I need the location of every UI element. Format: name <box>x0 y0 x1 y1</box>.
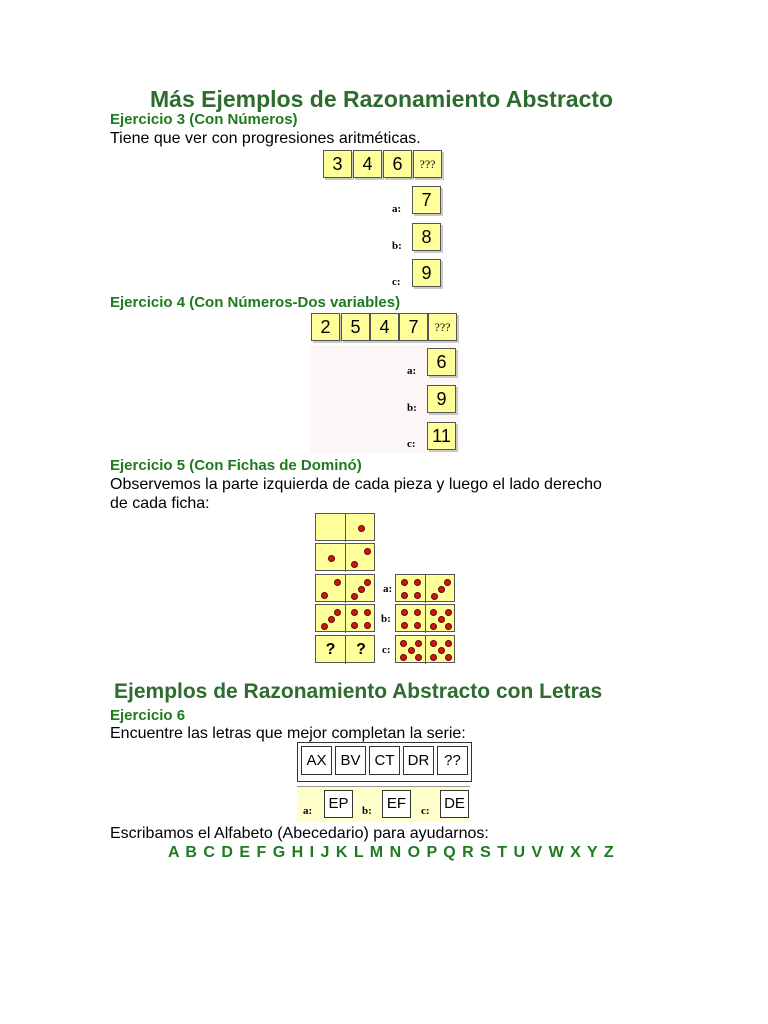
ex5-option-a-label: a: <box>383 583 393 595</box>
domino-pip <box>364 622 371 629</box>
ex3-option-c-box[interactable]: 9 <box>412 259 441 287</box>
domino-pip <box>321 623 328 630</box>
ex5-option-a-domino[interactable] <box>395 574 455 602</box>
ex4-option-b-label: b: <box>407 402 417 414</box>
domino-pip <box>438 647 445 654</box>
ex6-seq-unknown: ?? <box>437 746 468 775</box>
domino-pip <box>445 640 452 647</box>
ex5-option-c-domino[interactable] <box>395 635 455 663</box>
domino-pip <box>445 609 452 616</box>
ex3-option-b-label: b: <box>392 240 402 252</box>
ex6-option-b-box[interactable]: EF <box>382 790 411 818</box>
domino-pip <box>351 561 358 568</box>
domino-pip <box>328 555 335 562</box>
ex3-option-a-label: a: <box>392 203 402 215</box>
ex3-seq-unknown: ??? <box>413 150 442 178</box>
domino-pip <box>430 640 437 647</box>
alphabet: A B C D E F G H I J K L M N O P Q R S T U V W X Y Z <box>168 844 615 861</box>
ex4-seq-3: 4 <box>370 313 399 341</box>
domino-left-half <box>316 514 346 542</box>
ex5-option-c-label: c: <box>382 644 391 656</box>
domino-pip <box>321 592 328 599</box>
ex4-option-c-box[interactable]: 11 <box>427 422 456 450</box>
domino-right-half <box>426 575 456 603</box>
domino-left-half <box>396 575 426 603</box>
domino-pip <box>445 654 452 661</box>
ex6-seq-3: CT <box>369 746 400 775</box>
domino-right-half <box>346 544 376 572</box>
domino-right-half <box>426 605 456 633</box>
domino-pip <box>400 640 407 647</box>
domino-pip <box>438 586 445 593</box>
domino-pip <box>415 640 422 647</box>
ex6-seq-1: AX <box>301 746 332 775</box>
domino-left-half <box>316 636 346 664</box>
domino-pip <box>415 654 422 661</box>
ex5-domino-3 <box>315 574 375 602</box>
domino-pip <box>364 579 371 586</box>
domino-pip <box>414 622 421 629</box>
domino-pip <box>351 622 358 629</box>
question-mark: ? <box>356 641 366 658</box>
domino-pip <box>431 593 438 600</box>
domino-pip <box>430 654 437 661</box>
ex5-domino-4 <box>315 604 375 632</box>
ex4-option-a-box[interactable]: 6 <box>427 348 456 376</box>
domino-pip <box>430 609 437 616</box>
domino-pip <box>364 609 371 616</box>
ex4-seq-2: 5 <box>341 313 370 341</box>
domino-pip <box>401 609 408 616</box>
domino-pip <box>445 623 452 630</box>
ex4-seq-4: 7 <box>399 313 428 341</box>
domino-pip <box>430 623 437 630</box>
domino-pip <box>438 616 445 623</box>
alphabet-intro: Escribamos el Alfabeto (Abecedario) para ayudarnos: <box>110 825 489 842</box>
domino-pip <box>358 525 365 532</box>
ex5-domino-2 <box>315 543 375 571</box>
exercise-6-text: Encuentre las letras que mejor completan la serie: <box>110 725 466 742</box>
ex5-option-b-domino[interactable] <box>395 604 455 632</box>
domino-pip <box>328 616 335 623</box>
section-2-title: Ejemplos de Razonamiento Abstracto con Letras <box>114 680 603 703</box>
domino-left-half <box>316 544 346 572</box>
domino-pip <box>351 609 358 616</box>
domino-right-half <box>346 636 376 664</box>
exercise-4-heading: Ejercicio 4 (Con Números-Dos variables) <box>110 294 401 311</box>
domino-pip <box>408 647 415 654</box>
ex4-seq-1: 2 <box>311 313 340 341</box>
question-mark: ? <box>325 641 336 658</box>
exercise-6-heading: Ejercicio 6 <box>110 707 186 724</box>
domino-pip <box>351 593 358 600</box>
ex6-option-b-label: b: <box>362 805 372 817</box>
ex3-seq-3: 6 <box>383 150 412 178</box>
ex4-option-c-label: c: <box>407 438 416 450</box>
ex3-seq-1: 3 <box>323 150 352 178</box>
ex5-option-b-label: b: <box>381 613 391 625</box>
exercise-5-text-line2: de cada ficha: <box>110 495 210 512</box>
domino-right-half <box>346 514 376 542</box>
ex3-option-c-label: c: <box>392 276 401 288</box>
domino-left-half <box>396 636 426 664</box>
ex4-option-a-label: a: <box>407 365 417 377</box>
domino-left-half <box>396 605 426 633</box>
domino-pip <box>414 579 421 586</box>
ex6-seq-2: BV <box>335 746 366 775</box>
domino-pip <box>364 548 371 555</box>
domino-pip <box>334 609 341 616</box>
ex6-option-c-label: c: <box>421 805 430 817</box>
domino-pip <box>401 592 408 599</box>
exercise-3-heading: Ejercicio 3 (Con Números) <box>110 111 298 128</box>
ex3-option-b-box[interactable]: 8 <box>412 223 441 251</box>
domino-left-half <box>316 605 346 633</box>
domino-pip <box>334 579 341 586</box>
ex6-option-c-box[interactable]: DE <box>440 790 469 818</box>
domino-right-half <box>426 636 456 664</box>
ex5-domino-1 <box>315 513 375 541</box>
exercise-5-text-line1: Observemos la parte izquierda de cada pieza y luego el lado derecho <box>110 476 602 493</box>
domino-pip <box>401 579 408 586</box>
domino-pip <box>414 609 421 616</box>
domino-left-half <box>316 575 346 603</box>
ex6-seq-4: DR <box>403 746 434 775</box>
ex3-seq-2: 4 <box>353 150 382 178</box>
ex4-seq-unknown: ??? <box>428 313 457 341</box>
exercise-3-text: Tiene que ver con progresiones aritméticas. <box>110 130 421 147</box>
domino-right-half <box>346 575 376 603</box>
domino-pip <box>401 622 408 629</box>
domino-pip <box>444 579 451 586</box>
ex4-option-b-box[interactable]: 9 <box>427 385 456 413</box>
domino-pip <box>358 586 365 593</box>
domino-pip <box>414 592 421 599</box>
ex3-option-a-box[interactable]: 7 <box>412 186 441 214</box>
exercise-5-heading: Ejercicio 5 (Con Fichas de Dominó) <box>110 457 362 474</box>
page-title: Más Ejemplos de Razonamiento Abstracto <box>150 86 614 112</box>
domino-right-half <box>346 605 376 633</box>
domino-pip <box>400 654 407 661</box>
ex6-option-a-label: a: <box>303 805 313 817</box>
ex5-domino-5 <box>315 635 375 663</box>
ex6-option-a-box[interactable]: EP <box>324 790 353 818</box>
